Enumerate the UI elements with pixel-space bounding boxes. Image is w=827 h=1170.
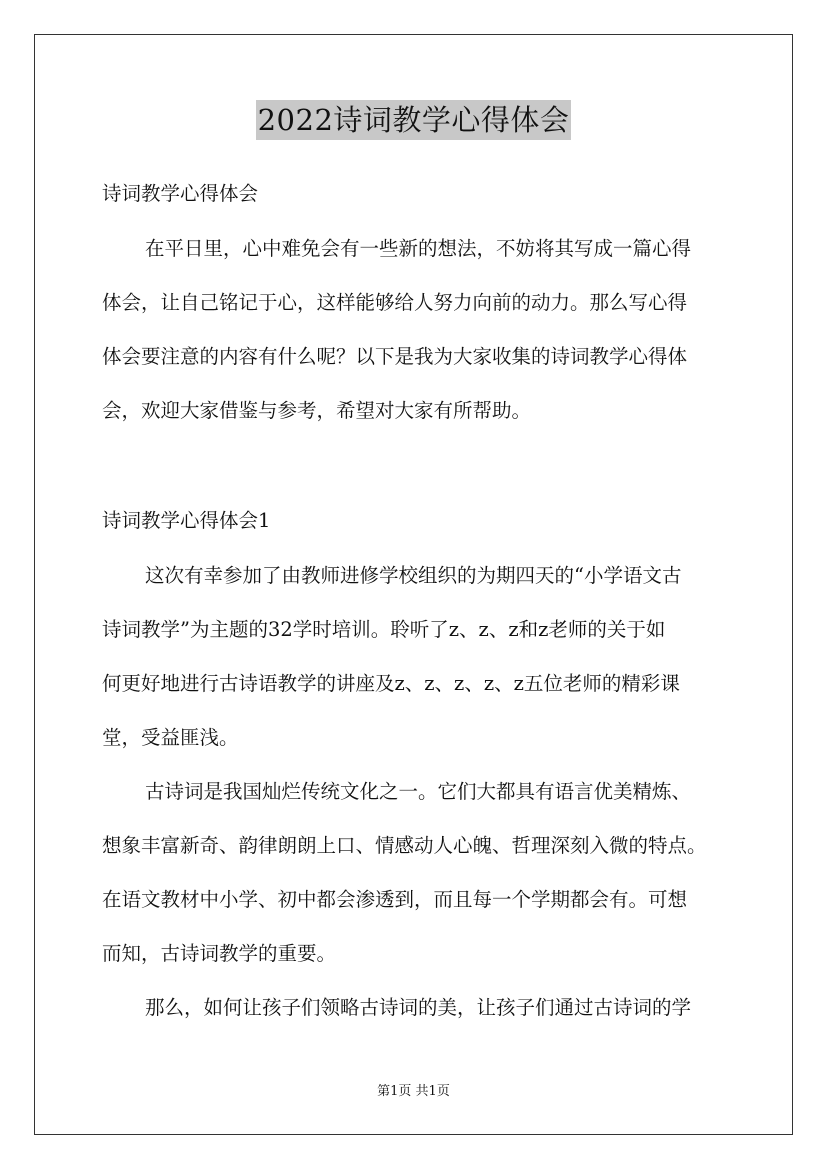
paragraph-line: 古诗词是我国灿烂传统文化之一。它们大都具有语言优美精炼、 [145, 780, 692, 803]
paragraph-line: 想象丰富新奇、韵律朗朗上口、情感动人心魄、哲理深刻入微的特点。 [102, 834, 707, 857]
section-heading: 诗词教学心得体会 [102, 182, 259, 205]
intro-line: 会，欢迎大家借鉴与参考，希望对大家有所帮助。 [102, 399, 532, 422]
paragraph-line: 那么，如何让孩子们领略古诗词的美，让孩子们通过古诗词的学 [145, 996, 692, 1019]
intro-line: 在平日里，心中难免会有一些新的想法，不妨将其写成一篇心得 [145, 237, 692, 260]
paragraph-line: 在语文教材中小学、初中都会渗透到，而且每一个学期都会有。可想 [102, 888, 688, 911]
intro-line: 体会要注意的内容有什么呢？以下是我为大家收集的诗词教学心得体 [102, 345, 688, 368]
paragraph-line: 何更好地进行古诗语教学的讲座及z、z、z、z、z五位老师的精彩课 [102, 672, 680, 695]
page-number: 第1页 共1页 [377, 1084, 450, 1099]
paragraph-line: 这次有幸参加了由教师进修学校组织的为期四天的“小学语文古 [145, 564, 682, 587]
section-heading: 诗词教学心得体会1 [102, 509, 271, 532]
document-title: 2022诗词教学心得体会 [256, 100, 572, 140]
intro-line: 体会，让自己铭记于心，这样能够给人努力向前的动力。那么写心得 [102, 291, 688, 314]
title-container [0, 100, 827, 140]
paragraph-line: 而知，古诗词教学的重要。 [102, 942, 337, 965]
paragraph-line: 诗词教学”为主题的32学时培训。聆听了z、z、z和z老师的关于如 [102, 618, 666, 641]
paragraph-line: 堂，受益匪浅。 [102, 726, 239, 749]
